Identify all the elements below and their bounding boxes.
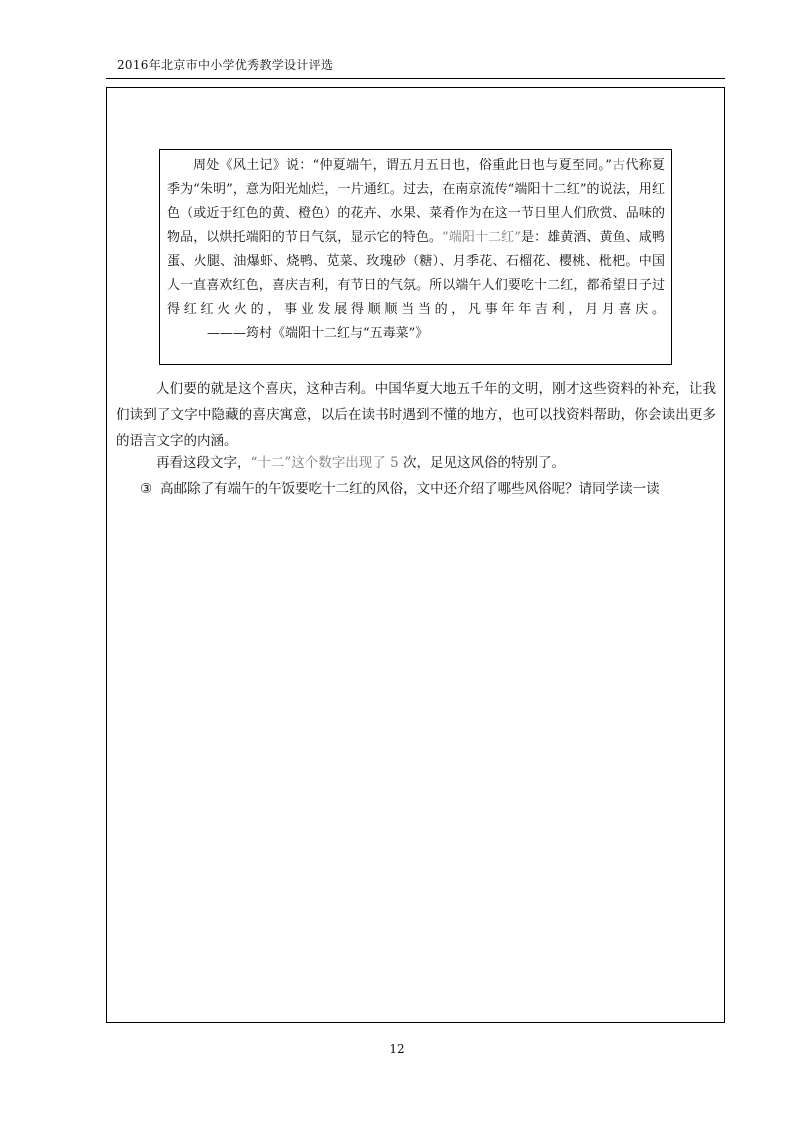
body-paragraph-2 bbox=[116, 450, 716, 476]
header-rule bbox=[106, 78, 725, 79]
page-number: 12 bbox=[389, 1042, 405, 1056]
body-paragraph-1: 人们要的就是这个喜庆，这种吉利。中国华夏大地五千年的文明，刚才这些资料的补充，让我们读到了文字中隐藏的喜庆寓意，以后在读书时遇到不懂的地方，也可以找资料帮助，你会读出更多的语言文字的内涵。 bbox=[116, 381, 716, 449]
quote-box bbox=[159, 149, 672, 365]
item-text: 高邮除了有端午的午饭要吃十二红的风俗，文中还介绍了哪些风俗呢？请同学读一读 bbox=[160, 481, 660, 497]
paragraph-2-highlight: “十二”这个数字出现了 5 bbox=[250, 455, 399, 471]
paragraph-2-tail: 次，足见这风俗的特别了。 bbox=[402, 455, 565, 471]
quote-part-3: 代称夏季为“朱明”，意为阳光灿烂，一片通红。过去，在南京流传“端阳十二红”的说法，用红色（或近于红色的黄、橙色）的花卉、水果、菜肴作为在这一节日里人们欣赏、品味的物品，以烘托端阳的节日气氛，显示它的特色。 bbox=[167, 158, 665, 245]
quote-part-4: “端阳十二红” bbox=[442, 230, 521, 245]
quote-part-5: 是：雄黄酒、黄鱼、咸鸭蛋、火腿、油爆虾、烧鸭、苋菜、玫瑰砂（糖）、月季花、石榴花、樱桃、枇杷。中国人一直喜欢红色，喜庆吉利，有节日的气氛。所以端午人们要吃十二红，都希望日子过得红红火火的，事业发展得顺顺当当的，凡事年年吉利，月月喜庆。 bbox=[167, 230, 665, 317]
body-question-item bbox=[116, 476, 730, 502]
item-number: ③ bbox=[140, 481, 153, 497]
running-header: 2016年北京市中小学优秀教学设计评选 bbox=[117, 58, 334, 72]
quote-attribution: ———筠村《端阳十二红与“五毒菜”》 bbox=[207, 326, 429, 341]
paragraph-2-lead: 再看这段文字， bbox=[156, 455, 251, 471]
quote-part-2: 古 bbox=[611, 158, 626, 173]
quote-part-1: 周处《风土记》说：“仲夏端午，谓五月五日也，俗重此日也与夏至同。” bbox=[193, 158, 612, 173]
quote-text bbox=[167, 154, 665, 346]
